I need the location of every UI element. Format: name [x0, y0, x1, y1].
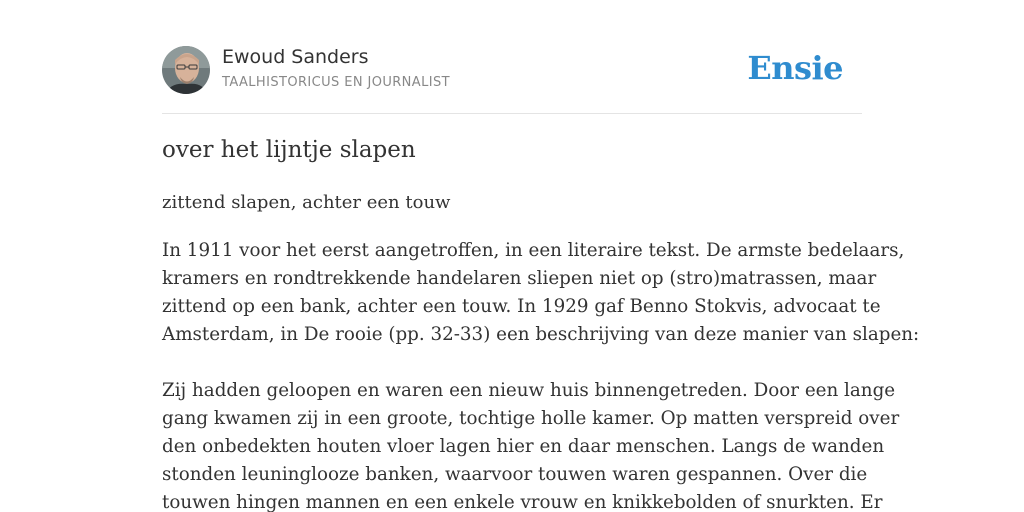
paragraph-quote	[162, 377, 900, 512]
text-line: Zij hadden geloopen en waren een nieuw huis binnengetreden. Door een lange	[162, 380, 896, 401]
text-line: stonden leuninglooze banken, waarvoor touwen waren gespannen. Over die	[162, 464, 868, 485]
text-line: In 1911 voor het eerst aangetroffen, in een literaire tekst. De armste bedelaars,	[162, 240, 905, 261]
author-name[interactable]: Ewoud Sanders	[222, 46, 369, 68]
avatar-image	[162, 46, 210, 94]
text-line: kramers en rondtrekkende handelaren sliepen niet op (stro)matrassen, maar	[162, 268, 877, 289]
text-line: Amsterdam, in De rooie (pp. 32-33) een beschrijving van deze manier van slapen:	[162, 324, 920, 345]
text-line: zittend op een bank, achter een touw. In 1929 gaf Benno Stokvis, advocaat te	[162, 296, 881, 317]
text-line: den onbedekten houten vloer lagen hier en daar menschen. Langs de wanden	[162, 436, 885, 457]
paragraph-intro	[162, 237, 920, 349]
article-title: over het lijntje slapen	[162, 137, 416, 163]
brand-logo[interactable]: Ensie	[747, 49, 843, 87]
author-role: TAALHISTORICUS EN JOURNALIST	[222, 75, 450, 90]
article-body	[162, 237, 920, 512]
author-header	[162, 46, 862, 114]
author-avatar[interactable]	[162, 46, 210, 94]
article-subtitle: zittend slapen, achter een touw	[162, 192, 451, 213]
text-line: gang kwamen zij in een groote, tochtige holle kamer. Op matten verspreid over	[162, 408, 900, 429]
text-line: touwen hingen mannen en een enkele vrouw en knikkebolden of snurkten. Er	[162, 492, 883, 512]
